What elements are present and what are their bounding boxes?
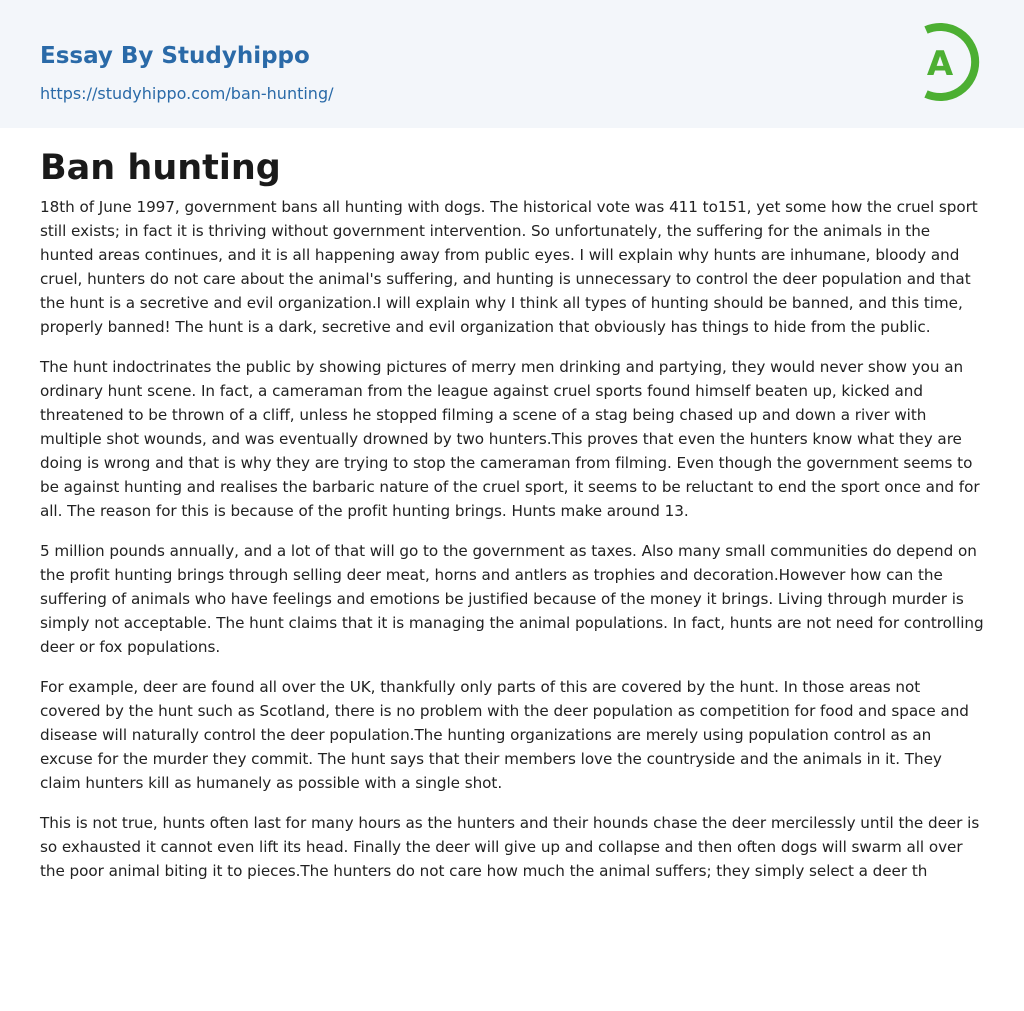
article-paragraph: 5 million pounds annually, and a lot of that will go to the government as taxes. Also many small communities do depend on the profit hunting brings through selling deer meat, horns and antlers as trophies and decoration.However how can the suffering of animals who have feelings and emotions be justified because of the money it brings. Living through murder is simply not acceptable. The hunt claims that it is managing the animal populations. In fact, hunts are not need for controlling deer or fox populations.	[40, 542, 984, 656]
article-paragraph: The hunt indoctrinates the public by showing pictures of merry men drinking and partying, they would never show you an ordinary hunt scene. In fact, a cameraman from the league against cruel sports found himself beaten up, kicked and threatened to be thrown of a cliff, unless he stopped filming a scene of a stag being chased up and down a river with multiple shot wounds, and was eventually drowned by two hunters.This proves that even the hunters know what they are doing is wrong and that is why they are trying to stop the cameraman from filming. Even though the government seems to be against hunting and realises the barbaric nature of the cruel sport, it seems to be reluctant to end the sport once and for all. The reason for this is because of the profit hunting brings. Hunts make around 13.	[40, 358, 980, 520]
site-header	[0, 0, 1024, 128]
site-brand[interactable]: Essay By Studyhippo	[40, 43, 310, 69]
logo-letter: A	[926, 44, 954, 84]
article-paragraph: This is not true, hunts often last for many hours as the hunters and their hounds chase the deer mercilessly until the deer is so exhausted it cannot even lift its head. Finally the deer will give up and collapse and then often dogs will swarm all over the poor animal biting it to pieces.The hunters do not care how much the animal suffers; they simply select a deer th	[40, 814, 980, 880]
article-content	[40, 143, 984, 899]
studyhippo-logo-icon[interactable]	[912, 18, 988, 106]
article-paragraph: 18th of June 1997, government bans all hunting with dogs. The historical vote was 411 to151, yet some how the cruel sport still exists; in fact it is thriving without government intervention. So unfortunately, the suffering for the animals in the hunted areas continues, and it is all happening away from public eyes. I will explain why hunts are inhumane, bloody and cruel, hunters do not care about the animal's suffering, and hunting is unnecessary to control the deer population and that the hunt is a secretive and evil organization.I will explain why I think all types of hunting should be banned, and this time, properly banned! The hunt is a dark, secretive and evil organization that obviously has things to hide from the public.	[40, 198, 978, 336]
article-title: Ban hunting	[40, 148, 281, 188]
essay-url-link[interactable]: https://studyhippo.com/ban-hunting/	[40, 84, 334, 103]
article-paragraph: For example, deer are found all over the UK, thankfully only parts of this are covered by the hunt. In those areas not covered by the hunt such as Scotland, there is no problem with the deer population as competition for food and space and disease will naturally control the deer population.The hunting organizations are merely using population control as an excuse for the murder they commit. The hunt says that their members love the countryside and the animals in it. They claim hunters kill as humanely as possible with a single shot.	[40, 678, 969, 792]
